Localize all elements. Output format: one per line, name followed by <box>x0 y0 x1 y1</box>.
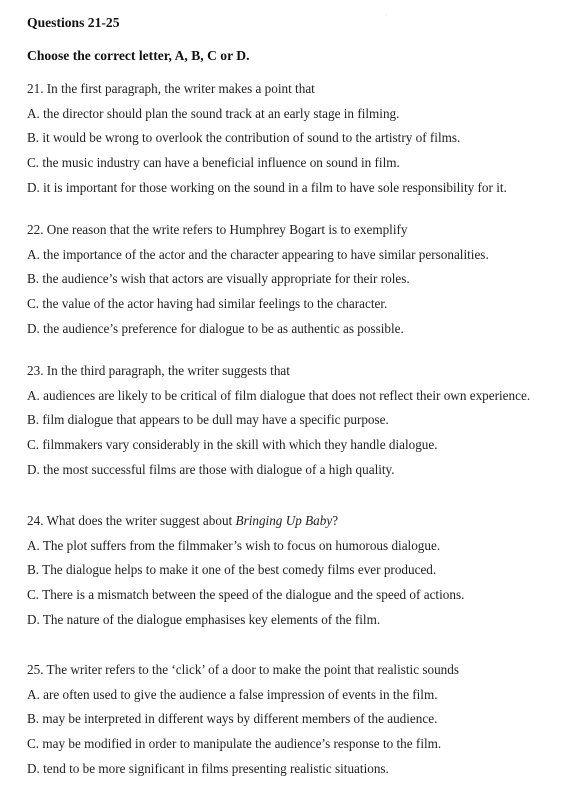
option-a: A. audiences are likely to be critical of film dialogue that does not reflect their own experience. <box>27 387 531 403</box>
question-stem-prefix: 24. What does the writer suggest about <box>27 513 236 528</box>
option-b: B. it would be wrong to overlook the contribution of sound to the artistry of films. <box>27 130 461 146</box>
option-c: C. There is a mismatch between the speed of the dialogue and the speed of actions. <box>27 587 465 603</box>
question-23 <box>27 359 584 482</box>
question-stem: 25. The writer refers to the ‘click’ of a door to make the point that realistic sounds <box>27 662 459 677</box>
option-b: B. the audience’s wish that actors are visually appropriate for their roles. <box>27 271 410 287</box>
option-b: B. may be interpreted in different ways by different members of the audience. <box>27 711 438 727</box>
option-d: D. tend to be more significant in films presenting realistic situations. <box>27 760 389 776</box>
option-c: C. the music industry can have a beneficial influence on sound in film. <box>27 155 400 171</box>
option-c: C. the value of the actor having had similar feelings to the character. <box>27 296 388 312</box>
option-d: D. it is important for those working on the sound in a film to have sole responsibility for it. <box>27 179 507 195</box>
option-a: A. the importance of the actor and the character appearing to have similar personalities. <box>27 246 489 262</box>
option-c: C. filmmakers vary considerably in the skill with which they handle dialogue. <box>27 437 438 453</box>
instruction-text: Choose the correct letter, A, B, C or D. <box>27 48 250 63</box>
question-22 <box>27 218 584 341</box>
option-d: D. the audience’s preference for dialogue to be as authentic as possible. <box>27 320 404 336</box>
option-a: A. are often used to give the audience a false impression of events in the film. <box>27 686 438 702</box>
question-stem: 22. One reason that the write refers to Humphrey Bogart is to exemplify <box>27 222 408 237</box>
option-d: D. The nature of the dialogue emphasises key elements of the film. <box>27 611 381 627</box>
film-title: Bringing Up Baby <box>235 513 333 528</box>
watermark: · <box>382 9 391 22</box>
option-b: B. The dialogue helps to make it one of the best comedy films ever produced. <box>27 562 437 578</box>
question-24 <box>27 509 584 632</box>
question-stem: 23. In the third paragraph, the writer suggests that <box>27 363 290 378</box>
option-d: D. the most successful films are those with dialogue of a high quality. <box>27 461 395 477</box>
question-stem-suffix: ? <box>332 513 339 528</box>
question-stem: 21. In the first paragraph, the writer makes a point that <box>27 81 315 96</box>
question-25 <box>27 658 584 781</box>
question-stem <box>27 509 584 534</box>
option-c: C. may be modified in order to manipulate the audience’s response to the film. <box>27 736 442 752</box>
option-a: A. the director should plan the sound track at an early stage in filming. <box>27 105 400 121</box>
option-b: B. film dialogue that appears to be dull may have a specific purpose. <box>27 412 389 428</box>
question-21 <box>27 77 584 200</box>
option-a: A. The plot suffers from the filmmaker’s wish to focus on humorous dialogue. <box>27 537 441 553</box>
section-title: Questions 21-25 <box>27 15 120 30</box>
